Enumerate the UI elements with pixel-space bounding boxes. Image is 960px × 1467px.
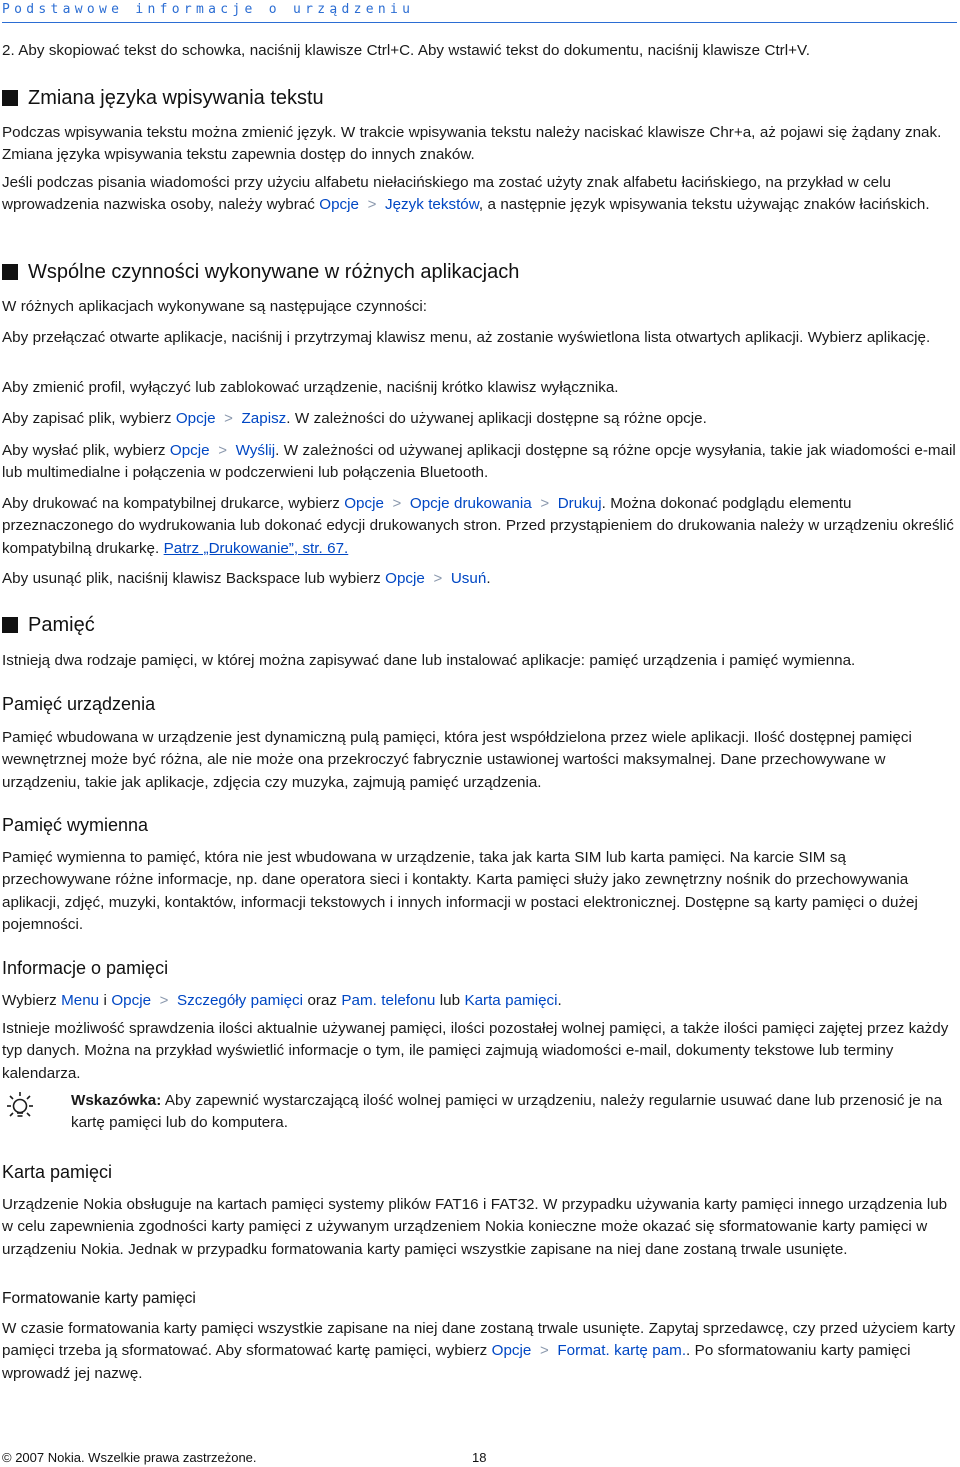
lightbulb-icon	[2, 1090, 38, 1126]
paragraph: Aby drukować na kompatybilnej drukarce, wybierz Opcje > Opcje drukowania > Drukuj. Można dokonać podglądu elementu przeznaczonego do wydrukowania lub dokonać edycji drukowanych stron. Przed przystąpieniem do drukowania należy w urządzeniu określić kompatybilną drukarkę. Patrz „Drukowanie”, str. 67.	[2, 495, 954, 557]
subsection-heading: Karta pamięci	[2, 1162, 113, 1182]
ui-command: Opcje	[385, 570, 425, 587]
chevron-right-icon: >	[540, 495, 550, 512]
paragraph: Wybierz Menu i Opcje > Szczegóły pamięci oraz Pam. telefonu lub Karta pamięci.	[2, 990, 957, 1012]
paragraph: Aby zmienić profil, wyłączyć lub zablokować urządzenie, naciśnij krótko klawisz wyłącznika.	[2, 379, 619, 396]
paragraph: W różnych aplikacjach wykonywane są następujące czynności:	[2, 298, 427, 315]
paragraph	[2, 172, 957, 217]
heading-bullet-icon	[2, 264, 18, 280]
ui-command: Opcje	[344, 495, 384, 512]
tip-text: Wskazówka: Aby zapewnić wystarczającą ilość wolnej pamięci w urządzeniu, należy regularnie usuwać dane lub przenosić je na kartę pamięci lub do komputera.	[71, 1092, 943, 1132]
text: Jeśli podczas pisania wiadomości przy użyciu alfabetu niełacińskiego ma zostać użyty znak alfabetu łacińskiego, na przykład w celu wprowadzenia nazwiska osoby, należy wybrać	[2, 174, 891, 214]
step-2	[2, 40, 957, 62]
section-heading	[2, 85, 957, 111]
section-memory	[2, 612, 957, 638]
copyright: © 2007 Nokia. Wszelkie prawa zastrzeżone.	[2, 1450, 257, 1465]
chevron-right-icon: >	[539, 1342, 549, 1360]
subsection-heading: Pamięć wymienna	[2, 815, 149, 835]
section-heading-text: Pamięć	[28, 614, 95, 636]
tip-box	[2, 1090, 957, 1135]
ui-command: Format. kartę pam.	[557, 1342, 687, 1360]
chevron-right-icon: >	[433, 570, 443, 587]
step-2-text: 2. Aby skopiować tekst do schowka, naciśnij klawisze Ctrl+C. Aby wstawić tekst do dokumentu, naciśnij klawisze Ctrl+V.	[2, 42, 810, 59]
heading-bullet-icon	[2, 617, 18, 633]
paragraph: Aby usunąć plik, naciśnij klawisz Backspace lub wybierz Opcje > Usuń.	[2, 568, 957, 590]
paragraph: Aby wysłać plik, wybierz Opcje > Wyślij. W zależności od używanej aplikacji dostępne są różne opcje wysyłania, takie jak wiadomości e-mail lub multimedialne i połączenia w podczerwieni lub połączenia Bluetooth.	[2, 442, 956, 482]
section-lang	[2, 85, 957, 111]
paragraph: Istnieje możliwość sprawdzenia ilości aktualnie używanej pamięci, ilości pozostałej wolnej pamięci, a także ilości pamięci zajętej przez każdy typ danych. Można na przykład wyświetlić informacje o tym, ile pamięci zajmują wiadomości e-mail, dokumenty tekstowe lub terminy kalendarza.	[2, 1020, 949, 1082]
lang-p2	[2, 172, 957, 217]
paragraph: W czasie formatowania karty pamięci wszystkie zapisane na niej dane zostaną trwale usunięte. Zapytaj sprzedawcę, czy przed użyciem karty pamięci trzeba ją sformatować. Aby sformatować kartę pamięci, wybierz Opcje > Format. kartę pam.. Po sformatowaniu karty pamięci wprowadź jej nazwę.	[2, 1320, 956, 1382]
lang-p1	[2, 122, 957, 167]
paragraph: Aby zapisać plik, wybierz Opcje > Zapisz. W zależności do używanej aplikacji dostępne są różne opcje.	[2, 408, 957, 430]
section-heading-text: Wspólne czynności wykonywane w różnych aplikacjach	[28, 261, 520, 283]
ui-command: Szczegóły pamięci	[177, 992, 304, 1009]
chevron-right-icon: >	[367, 196, 377, 214]
ui-command: Opcje drukowania	[409, 495, 532, 512]
ui-command: Opcje	[175, 410, 216, 427]
cross-reference-link[interactable]: Patrz „Drukowanie”, str. 67.	[163, 539, 349, 557]
ui-command: Opcje	[169, 442, 210, 459]
page-number: 18	[472, 1450, 487, 1465]
section-heading-text: Zmiana języka wpisywania tekstu	[28, 87, 324, 109]
chevron-right-icon: >	[218, 442, 227, 459]
ui-command: Karta pamięci	[464, 992, 558, 1009]
text: , a następnie język wpisywania tekstu używając znaków łacińskich.	[478, 196, 930, 214]
section-common	[2, 259, 957, 285]
paragraph: Istnieją dwa rodzaje pamięci, w której można zapisywać dane lub instalować aplikacje: pamięć urządzenia i pamięć wymienna.	[2, 652, 856, 669]
heading-bullet-icon	[2, 90, 18, 106]
ui-command: Wyślij	[235, 442, 276, 459]
ui-command: Opcje	[111, 992, 152, 1009]
chevron-right-icon: >	[159, 992, 169, 1009]
paragraph: Podczas wpisywania tekstu można zmienić język. W trakcie wpisywania tekstu należy naciskać klawisze Chr+a, aż pojawi się żądany znak. Zmiana języka wpisywania tekstu zapewnia dostęp do innych znaków.	[2, 124, 942, 164]
ui-command: Język tekstów	[384, 196, 479, 214]
subsubsection-heading: Formatowanie karty pamięci	[2, 1290, 196, 1307]
chevron-right-icon: >	[224, 410, 233, 427]
section-heading	[2, 612, 957, 638]
ui-command: Opcje	[491, 1342, 532, 1360]
ui-command: Zapisz	[241, 410, 287, 427]
subsection-heading: Informacje o pamięci	[2, 958, 169, 978]
paragraph: Urządzenie Nokia obsługuje na kartach pamięci systemy plików FAT16 i FAT32. W przypadku używania karty pamięci innego urządzenia lub w celu zapewnienia zgodności karty pamięci z używanym urządzeniem Nokia konieczne może okazać się sformatowanie karty pamięci w urządzeniu Nokia. Jednak w przypadku formatowania karty pamięci wszystkie zapisane na niej dane zostaną trwale usunięte.	[2, 1196, 948, 1258]
section-heading	[2, 259, 957, 285]
chevron-right-icon: >	[392, 495, 402, 512]
paragraph: Pamięć wymienna to pamięć, która nie jest wbudowana w urządzenie, taka jak karta SIM lub karta pamięci. Na karcie SIM są przechowywane różne informacje, np. dane operatora sieci i kontakty. Karta pamięci służy jako zewnętrzny nośnik do przechowywania aplikacji, zdjęć, muzyki, kontaktów, informacji tekstowych i innych informacji w postaci elektronicznej. Dostępne są karty pamięci o dużej pojemności.	[2, 849, 918, 933]
subsection-heading: Pamięć urządzenia	[2, 694, 156, 714]
ui-command: Menu	[61, 992, 100, 1009]
paragraph: Pamięć wbudowana w urządzenie jest dynamiczną pulą pamięci, która jest współdzielona przez wiele aplikacji. Ilość dostępnej pamięci wewnętrznej może być różna, ale nie może ona przekroczyć fabrycznie ustawionej wartości maksymalnej. Dane przechowywane w urządzeniu, takie jak aplikacje, zdjęcia czy muzyka, zajmują pamięć urządzenia.	[2, 729, 912, 791]
running-header: Podstawowe informacje o urządzeniu	[2, 0, 957, 23]
ui-command: Opcje	[319, 196, 359, 214]
ui-command: Pam. telefonu	[341, 992, 436, 1009]
ui-command: Usuń	[450, 570, 487, 587]
tip-label: Wskazówka:	[71, 1092, 162, 1109]
paragraph: Aby przełączać otwarte aplikacje, naciśnij i przytrzymaj klawisz menu, aż zostanie wyświetlona lista otwartych aplikacji. Wybierz aplikację.	[2, 329, 931, 346]
ui-command: Drukuj	[557, 495, 602, 512]
page-footer	[2, 1450, 487, 1466]
